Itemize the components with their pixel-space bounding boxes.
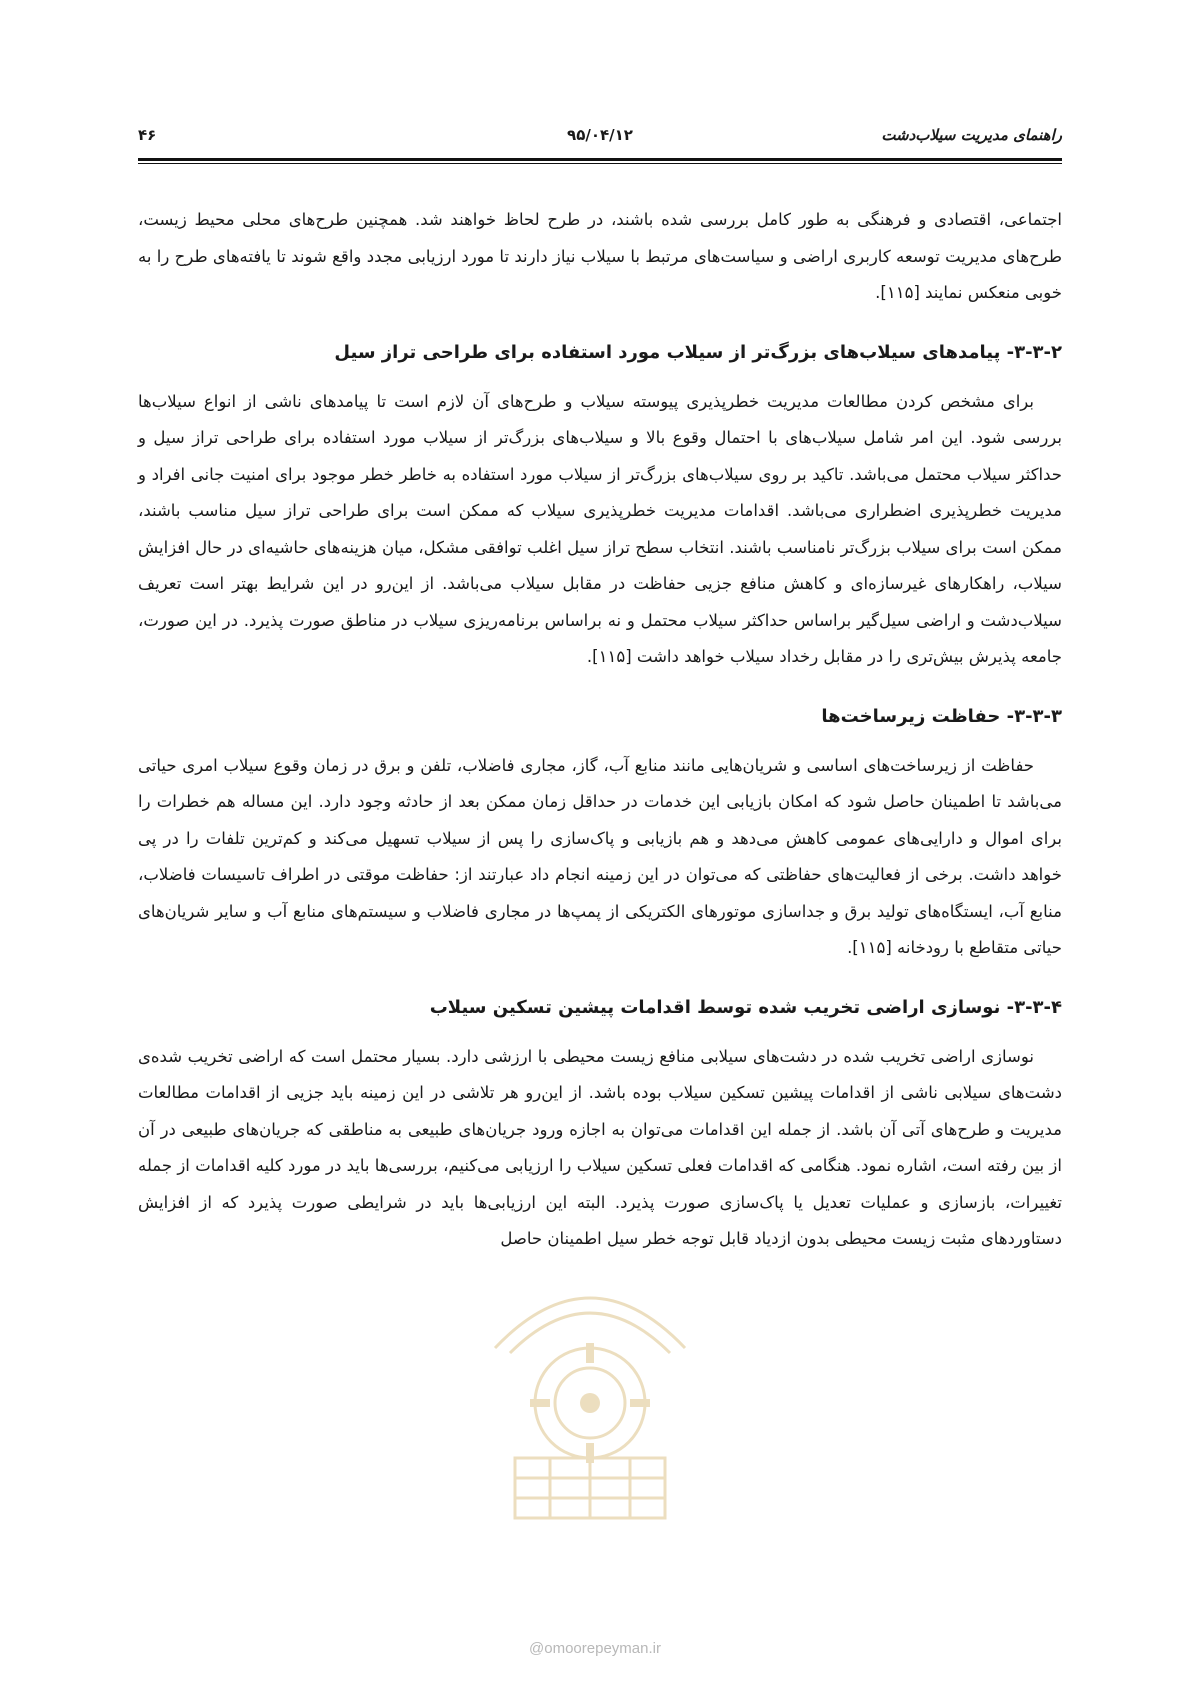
page-number: ۴۶ (138, 126, 157, 144)
section-infrastructure-protection (138, 700, 1062, 967)
running-header (138, 126, 1062, 154)
section-flood-consequences (138, 336, 1062, 676)
section-land-restoration (138, 991, 1062, 1258)
section-heading: ۳-۳-۳- حفاظت زیرساخت‌ها (821, 705, 1062, 727)
intro-paragraph: اجتماعی، اقتصادی و فرهنگی به طور کامل بررسی شده باشند، در طرح لحاظ خواهند شد. همچنین طرح‌های محلی محیط زیست، طرح‌های مدیریت توسعه کاربری اراضی و سیاست‌های مرتبط با سیلاب نیاز دارند تا مورد ارزیابی مجدد واقع شوند تا یافته‌های طرح را به خوبی منعکس نمایند [۱۱۵]. (138, 210, 1062, 302)
section-paragraph: حفاظت از زیرساخت‌های اساسی و شریان‌هایی مانند منابع آب، گاز، مجاری فاضلاب، تلفن و برق در زمان وقوع سیلاب امری حیاتی می‌باشد تا اطمینان حاصل شود که امکان بازیابی این خدمات در حداقل زمان ممکن بعد از حادثه وجود دارد. این مساله هم خطرات را برای اموال و دارایی‌های عمومی کاهش می‌دهد و هم بازیابی و پاک‌سازی را پس از سیلاب تسهیل می‌کند و کم‌ترین تلفات را در پی خواهد داشت. برخی از فعالیت‌های حفاظتی که می‌توان در این زمینه انجام داد عبارتند از: حفاظت موقتی در اطراف تاسیسات فاضلاب، منابع آب، ایستگاه‌های تولید برق و جداسازی موتورهای الکتریکی از پمپ‌ها در مجاری فاضلاب و سیستم‌های منابع آب و سایر شریان‌های حیاتی متقاطع با رودخانه [۱۱۵]. (138, 755, 1062, 957)
section-paragraph: نوسازی اراضی تخریب شده در دشت‌های سیلابی منافع زیست محیطی با ارزشی دارد. بسیار محتمل است که اراضی تخریب شده‌ی دشت‌های سیلابی ناشی از اقدامات پیشین تسکین سیلاب بوده باشد. از این‌رو هر تلاشی در این زمینه باید جزیی از اقدامات مطالعات مدیریت و طرح‌های آتی آن باشد. از جمله این اقدامات می‌توان به اجازه ورود جریان‌های طبیعی به مناطقی که جریان‌های طبیعی در آن از بین رفته است، اشاره نمود. هنگامی که اقدامات فعلی تسکین سیلاب را ارزیابی می‌کنیم، بررسی‌ها باید در مورد کلیه اقدامات از جمله تغییرات، بازسازی و عملیات تعدیل یا پاک‌سازی صورت پذیرد. البته این ارزیابی‌ها باید در شرایطی صورت پذیرد که از افزایش دستاوردهای مثبت زیست محیطی بدون ازدیاد قابل توجه خطر سیل اطمینان حاصل (138, 1046, 1062, 1248)
header-date: ۹۵/۰۴/۱۲ (567, 126, 633, 144)
section-heading: ۳-۳-۲- پیامدهای سیلاب‌های بزرگ‌تر از سیلاب مورد استفاده برای طراحی تراز سیل (334, 341, 1062, 363)
watermark-url: @omoorepeyman.ir (529, 1640, 661, 1657)
body-text (138, 202, 1062, 1282)
header-rule (138, 158, 1062, 161)
section-heading: ۳-۳-۴- نوسازی اراضی تخریب شده توسط اقدامات پیشین تسکین سیلاب (429, 996, 1062, 1018)
running-title: راهنمای مدیریت سیلاب‌دشت (881, 126, 1062, 144)
header-rule-thin (138, 163, 1062, 164)
section-paragraph: برای مشخص کردن مطالعات مدیریت خطرپذیری پیوسته سیلاب و طرح‌های آن لازم است تا پیامدهای ناشی از انواع سیلاب‌ها بررسی شود. این امر شامل سیلاب‌های با احتمال وقوع بالا و سیلاب‌های بزرگ‌تر از سیلاب مورد استفاده برای طراحی تراز سیل و حداکثر سیلاب محتمل می‌باشد. تاکید بر روی سیلاب‌های بزرگ‌تر از سیلاب مورد استفاده به خاطر خطر موجود برای امنیت جانی افراد و مدیریت خطرپذیری اضطراری می‌باشد. اقدامات مدیریت خطرپذیری سیلاب که ممکن است برای طراحی تراز سیل مناسب باشند، ممکن است برای سیلاب بزرگ‌تر نامناسب باشند. انتخاب سطح تراز سیل اغلب توافقی مشکل، میان هزینه‌های حاشیه‌ای در حال افزایش سیلاب، راهکارهای غیرسازه‌ای و کاهش منافع جزیی حفاظت در مقابل سیلاب می‌باشد. از این‌رو در این شرایط بهتر است تعریف سیلاب‌دشت و اراضی سیل‌گیر براساس حداکثر سیلاب محتمل و نه براساس برنامه‌ریزی سیلاب در مناطق صورت پذیرد. در این صورت، جامعه پذیرش بیش‌تری را در مقابل رخداد سیلاب خواهد داشت [۱۱۵]. (138, 391, 1062, 666)
